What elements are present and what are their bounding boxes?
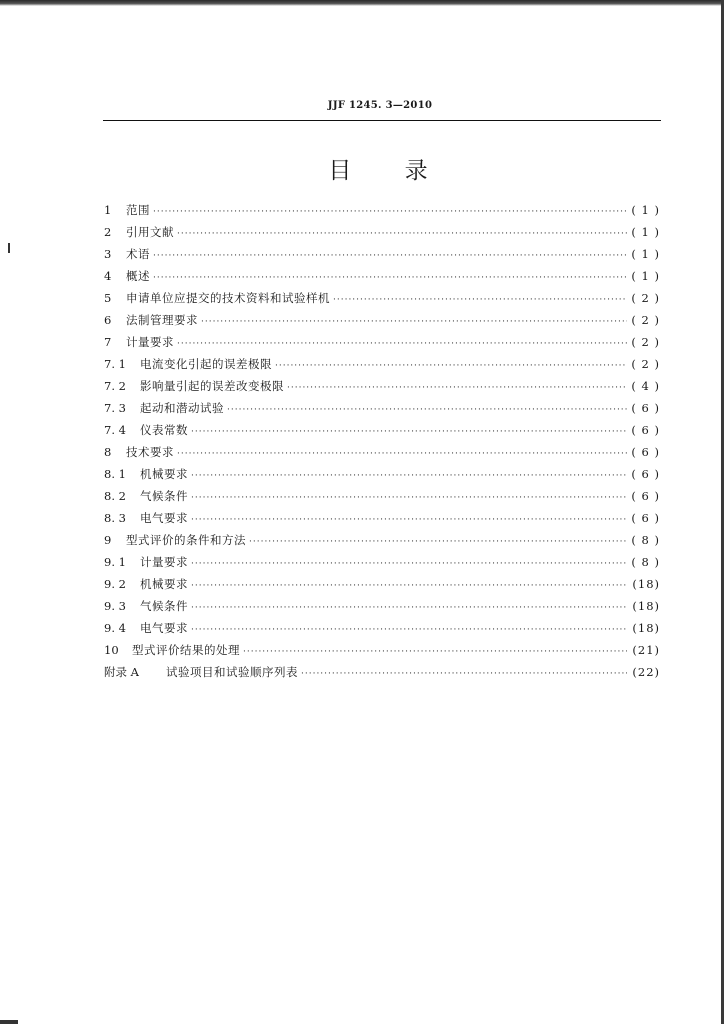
- toc-entry-number: 5: [104, 291, 112, 305]
- toc-entry-title: 范围: [126, 203, 150, 217]
- scan-mark: [8, 243, 10, 253]
- toc-entry-number: 4: [104, 269, 112, 283]
- toc-entry-page: ( 8 ): [631, 533, 660, 547]
- toc-entry[interactable]: [104, 507, 660, 529]
- toc-entry[interactable]: [104, 639, 660, 661]
- toc-entry[interactable]: [104, 397, 660, 419]
- toc-entry-title: 术语: [126, 247, 150, 261]
- toc-leader-dots: [191, 575, 627, 597]
- toc-entry-number: 9: [104, 533, 112, 547]
- toc-leader-dots: [201, 311, 627, 333]
- toc-leader-dots: [153, 267, 627, 289]
- toc-leader-dots: [227, 399, 627, 421]
- toc-entry[interactable]: [104, 551, 660, 573]
- toc-entry[interactable]: [104, 573, 660, 595]
- toc-leader-dots: [177, 333, 627, 355]
- toc-entry-title: 电流变化引起的误差极限: [140, 357, 272, 371]
- toc-entry[interactable]: [104, 463, 660, 485]
- toc-leader-dots: [177, 223, 627, 245]
- toc-entry-title: 计量要求: [126, 335, 174, 349]
- toc-entry[interactable]: [104, 375, 660, 397]
- toc-entry[interactable]: [104, 419, 660, 441]
- toc-leader-dots: [287, 377, 627, 399]
- toc-entry-number: 附录 A: [104, 665, 139, 679]
- toc-leader-dots: [301, 663, 627, 685]
- toc-entry[interactable]: [104, 529, 660, 551]
- toc-entry-number: 6: [104, 313, 112, 327]
- toc-entry-page: ( 8 ): [631, 555, 660, 569]
- toc-entry-page: ( 6 ): [631, 489, 660, 503]
- toc-entry[interactable]: [104, 595, 660, 617]
- toc-entry-title: 技术要求: [126, 445, 174, 459]
- toc-entry-title: 计量要求: [140, 555, 188, 569]
- toc-entry-title: 试验项目和试验顺序列表: [166, 665, 298, 679]
- toc-entry-title: 法制管理要求: [126, 313, 198, 327]
- toc-entry-page: (22): [632, 665, 660, 679]
- toc-leader-dots: [249, 531, 627, 553]
- toc-entry-page: (18): [632, 621, 660, 635]
- toc-entry-page: ( 2 ): [631, 335, 660, 349]
- toc-entry-number: 1: [104, 203, 112, 217]
- toc-entry-page: ( 1 ): [631, 269, 660, 283]
- toc-entry-page: (21): [632, 643, 660, 657]
- toc-leader-dots: [191, 553, 627, 575]
- toc-entry-title: 仪表常数: [140, 423, 188, 437]
- toc-entry-title: 机械要求: [140, 467, 188, 481]
- toc-entry-number: 9. 3: [104, 599, 126, 613]
- toc-entry[interactable]: [104, 265, 660, 287]
- toc-entry-number: 7: [104, 335, 112, 349]
- toc-entry-page: ( 6 ): [631, 445, 660, 459]
- toc-leader-dots: [177, 443, 627, 465]
- toc-entry-page: ( 6 ): [631, 401, 660, 415]
- document-code: JJF 1245. 3—2010: [327, 100, 433, 111]
- toc-entry-number: 9. 2: [104, 577, 126, 591]
- toc-entry[interactable]: [104, 485, 660, 507]
- toc-entry-title: 申请单位应提交的技术资料和试验样机: [126, 291, 330, 305]
- toc-leader-dots: [191, 487, 627, 509]
- toc-entry-page: ( 1 ): [631, 225, 660, 239]
- toc-entry-number: 9. 1: [104, 555, 126, 569]
- toc-leader-dots: [191, 509, 627, 531]
- toc-entry-page: ( 6 ): [631, 511, 660, 525]
- scan-edge-top: [0, 0, 724, 6]
- toc-entry-title: 型式评价的条件和方法: [126, 533, 246, 547]
- header-rule: [103, 120, 661, 121]
- toc-entry-title: 电气要求: [140, 621, 188, 635]
- toc-entry-title: 概述: [126, 269, 150, 283]
- toc-leader-dots: [275, 355, 627, 377]
- toc-leader-dots: [333, 289, 627, 311]
- toc-entry[interactable]: [104, 661, 660, 683]
- toc-entry[interactable]: [104, 243, 660, 265]
- toc-entry-title: 机械要求: [140, 577, 188, 591]
- toc-entry-page: ( 6 ): [631, 467, 660, 481]
- toc-entry-number: 2: [104, 225, 112, 239]
- toc-leader-dots: [191, 619, 627, 641]
- toc-entry-title: 气候条件: [140, 599, 188, 613]
- toc-entry[interactable]: [104, 199, 660, 221]
- toc-entry-page: ( 6 ): [631, 423, 660, 437]
- toc-entry-page: (18): [632, 599, 660, 613]
- page-title: 目 录: [328, 158, 428, 184]
- toc-entry-number: 7. 4: [104, 423, 126, 437]
- toc-entry[interactable]: [104, 309, 660, 331]
- toc-leader-dots: [191, 465, 627, 487]
- toc-leader-dots: [191, 597, 627, 619]
- toc-entry-title: 电气要求: [140, 511, 188, 525]
- toc-entry-number: 10: [104, 643, 119, 657]
- toc-leader-dots: [153, 245, 627, 267]
- toc-leader-dots: [243, 641, 627, 663]
- toc-entry-number: 8. 1: [104, 467, 126, 481]
- toc-entry-number: 8: [104, 445, 112, 459]
- toc-entry[interactable]: [104, 331, 660, 353]
- toc-entry-number: 9. 4: [104, 621, 126, 635]
- toc-entry-title: 起动和潜动试验: [140, 401, 224, 415]
- toc-entry-page: ( 1 ): [631, 247, 660, 261]
- toc-entry-number: 7. 3: [104, 401, 126, 415]
- toc-entry-page: ( 4 ): [631, 379, 660, 393]
- toc-entry-title: 引用文献: [126, 225, 174, 239]
- toc-entry-page: ( 2 ): [631, 291, 660, 305]
- toc-entry-number: 7. 1: [104, 357, 126, 371]
- toc-entry[interactable]: [104, 441, 660, 463]
- toc-entry-page: ( 1 ): [631, 203, 660, 217]
- toc-leader-dots: [153, 201, 627, 223]
- table-of-contents: [104, 199, 660, 683]
- toc-entry[interactable]: [104, 353, 660, 375]
- toc-entry-title: 型式评价结果的处理: [132, 643, 240, 657]
- toc-entry-number: 7. 2: [104, 379, 126, 393]
- toc-entry[interactable]: [104, 221, 660, 243]
- toc-entry-number: 8. 3: [104, 511, 126, 525]
- toc-entry-title: 影响量引起的误差改变极限: [140, 379, 284, 393]
- toc-entry-page: ( 2 ): [631, 357, 660, 371]
- toc-entry-page: ( 2 ): [631, 313, 660, 327]
- toc-entry-title: 气候条件: [140, 489, 188, 503]
- toc-entry[interactable]: [104, 617, 660, 639]
- scan-corner-mark: [0, 1020, 18, 1024]
- toc-entry-page: (18): [632, 577, 660, 591]
- toc-entry[interactable]: [104, 287, 660, 309]
- toc-entry-number: 3: [104, 247, 112, 261]
- toc-leader-dots: [191, 421, 627, 443]
- toc-entry-number: 8. 2: [104, 489, 126, 503]
